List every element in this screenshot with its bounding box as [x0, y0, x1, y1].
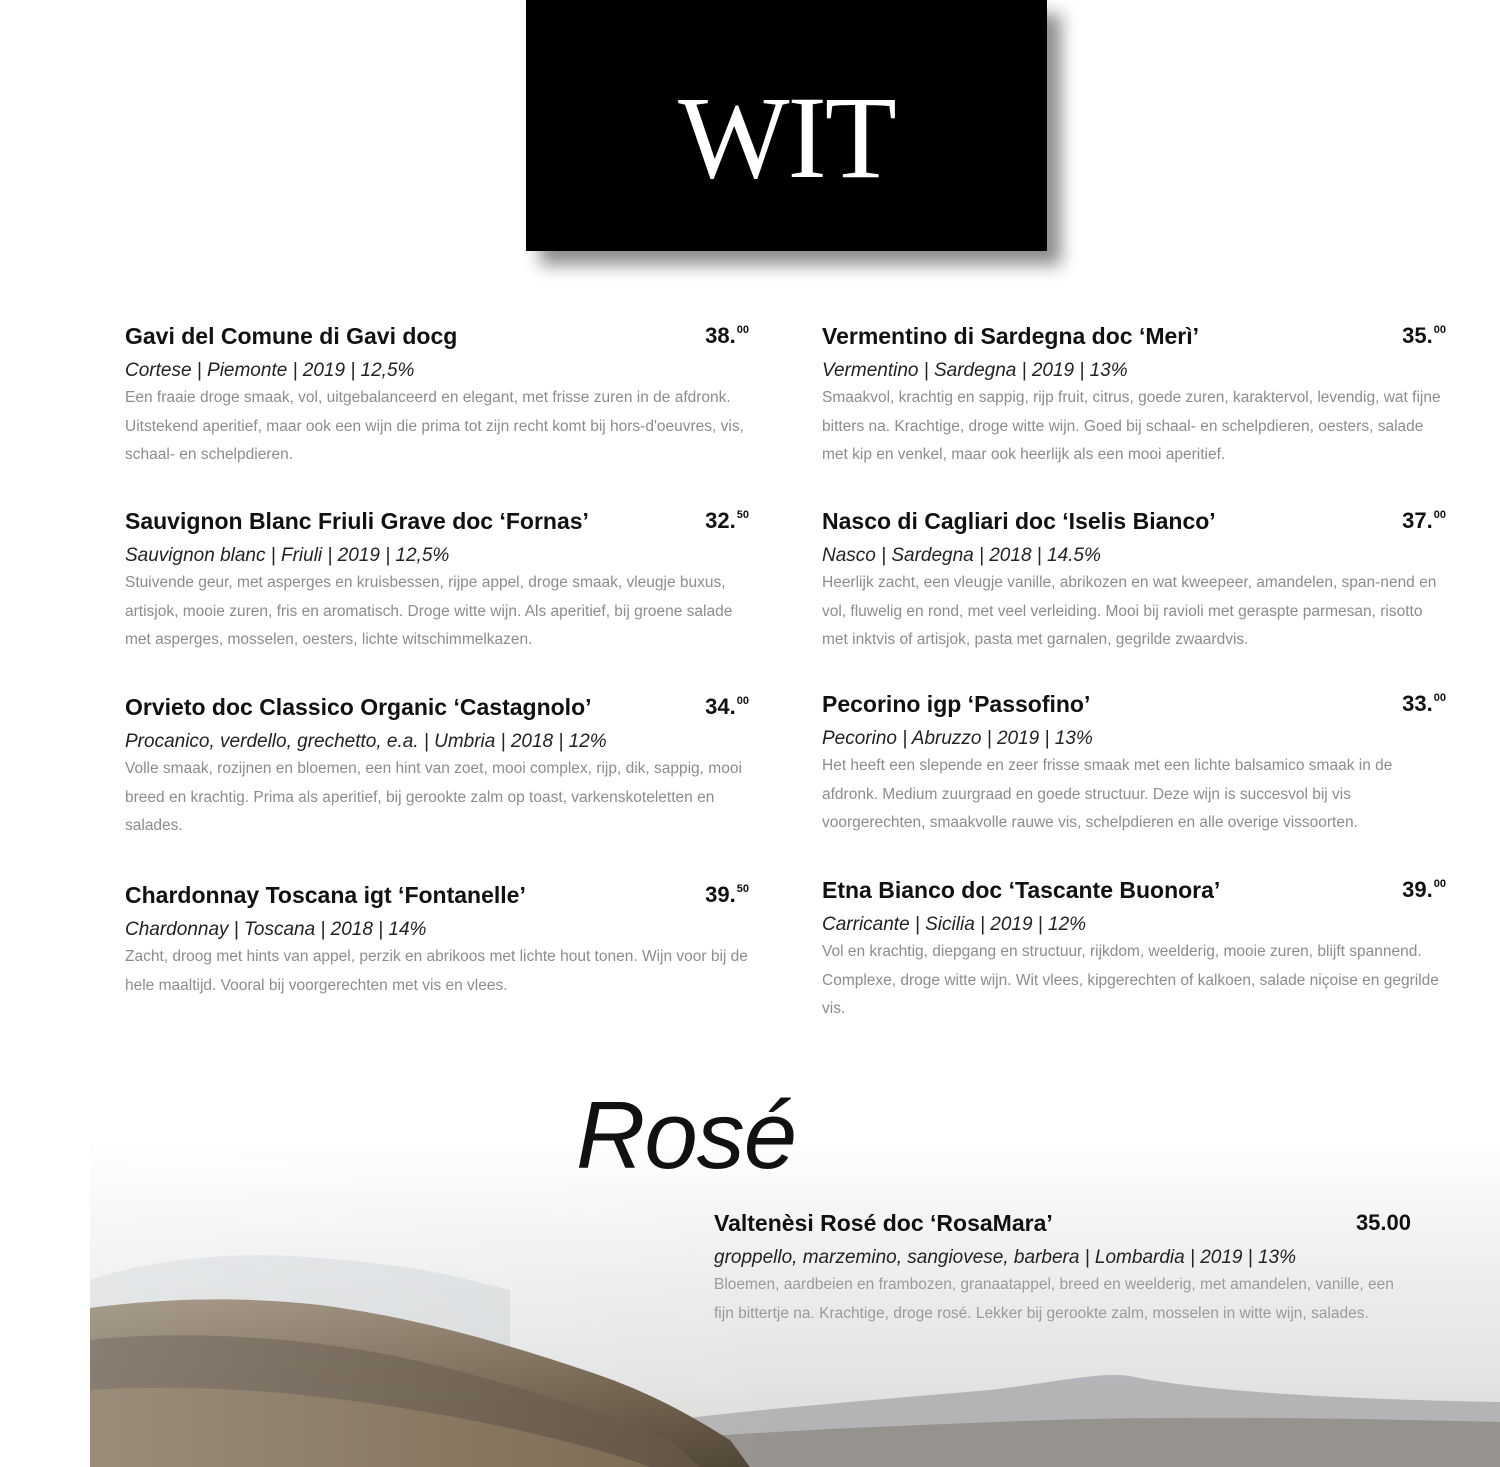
wine-item [125, 508, 749, 655]
rose-section-title: Rosé [576, 1082, 797, 1189]
section-title-box [526, 0, 1047, 251]
wine-details: groppello, marzemino, sangiovese, barbera | Lombardia | 2019 | 13% [714, 1247, 1296, 1268]
wine-details: Pecorino | Abruzzo | 2019 | 13% [822, 728, 1093, 749]
wine-name: Vermentino di Sardegna doc ‘Merì’ [822, 323, 1200, 349]
wine-item [125, 323, 749, 470]
wine-description: Bloemen, aardbeien en frambozen, granaatappel, breed en weelderig, met amandelen, vanille, een fijn bittertje na. Krachtige, droge rosé. Lekker bij gerookte zalm, mosselen in witte wijn, salades. [714, 1276, 1394, 1322]
wine-name: Pecorino igp ‘Passofino’ [822, 691, 1091, 717]
wine-name: Etna Bianco doc ‘Tascante Buonora’ [822, 877, 1221, 903]
wine-details: Vermentino | Sardegna | 2019 | 13% [822, 360, 1128, 381]
wine-price: 35.00 [1402, 323, 1446, 348]
wine-name: Valtenèsi Rosé doc ‘RosaMara’ [714, 1210, 1053, 1236]
wine-details: Procanico, verdello, grechetto, e.a. | Umbria | 2018 | 12% [125, 731, 607, 752]
wine-item [822, 691, 1446, 838]
wine-item [125, 882, 749, 1000]
wine-description: Een fraaie droge smaak, vol, uitgebalanceerd en elegant, met frisse zuren in de afdronk. Uitstekend aperitief, maar ook een wijn die prima tot zijn recht komt bij hors-d'oeuvres, vis, schaal- en schelpdieren. [125, 389, 744, 463]
wine-price: 33.00 [1402, 691, 1446, 716]
wine-description: Stuivende geur, met asperges en kruisbessen, rijpe appel, droge smaak, vleugje buxus, artisjok, mooie zuren, fris en aromatisch. Droge witte wijn. Als aperitief, bij groene salade met asperges, mosselen, oesters, lichte witschimmelkazen. [125, 574, 733, 648]
wine-price: 32.50 [705, 508, 749, 533]
wine-price: 35.00 [1355, 1210, 1411, 1235]
wine-details: Cortese | Piemonte | 2019 | 12,5% [125, 360, 415, 381]
wine-details: Sauvignon blanc | Friuli | 2019 | 12,5% [125, 545, 450, 566]
wine-item [125, 694, 749, 841]
wine-description: Heerlijk zacht, een vleugje vanille, abrikozen en wat kweepeer, amandelen, span-nend en vol, fluwelig en rond, met veel verleiding. Mooi bij ravioli met geraspte parmesan, risotto met inktvis of artisjok, pasta met garnalen, gegrilde zwaardvis. [822, 574, 1437, 648]
wine-details: Nasco | Sardegna | 2018 | 14.5% [822, 545, 1101, 566]
wine-name: Gavi del Comune di Gavi docg [125, 323, 458, 349]
wine-price: 39.00 [1402, 877, 1446, 902]
wine-price: 37.00 [1402, 508, 1446, 533]
wine-name: Sauvignon Blanc Friuli Grave doc ‘Fornas’ [125, 508, 589, 534]
section-title-wit: WIT [678, 71, 895, 203]
wine-name: Chardonnay Toscana igt ‘Fontanelle’ [125, 882, 526, 908]
wine-item [822, 877, 1446, 1024]
wine-description: Smaakvol, krachtig en sappig, rijp fruit, citrus, goede zuren, karaktervol, levendig, wat fijne bitters na. Krachtige, droge witte wijn. Goed bij schaal- en schelpdieren, oesters, salade met kip en venkel, maar ook heerlijk als een mooi aperitief. [822, 389, 1441, 463]
wine-description: Volle smaak, rozijnen en bloemen, een hint van zoet, mooi complex, rijp, dik, sappig, mooi breed en krachtig. Prima als aperitief, bij gerookte zalm op toast, varkenskoteletten en salades. [125, 760, 742, 834]
wine-price: 34.00 [705, 694, 749, 719]
wine-details: Chardonnay | Toscana | 2018 | 14% [125, 919, 427, 940]
wine-name: Orvieto doc Classico Organic ‘Castagnolo’ [125, 694, 592, 720]
wine-description: Zacht, droog met hints van appel, perzik en abrikoos met lichte hout tonen. Wijn voor bij de hele maaltijd. Vooral bij voorgerechten met vis en vlees. [125, 948, 748, 994]
wine-item [822, 508, 1446, 655]
wine-description: Vol en krachtig, diepgang en structuur, rijkdom, weelderig, mooie zuren, blijft spannend. Complexe, droge witte wijn. Wit vlees, kipgerechten of kalkoen, salade niçoise en gegrilde vis. [822, 943, 1439, 1017]
wine-price: 39.50 [705, 882, 749, 907]
wine-name: Nasco di Cagliari doc ‘Iselis Bianco’ [822, 508, 1216, 534]
wine-item [822, 323, 1446, 470]
wine-details: Carricante | Sicilia | 2019 | 12% [822, 914, 1087, 935]
wine-description: Het heeft een slepende en zeer frisse smaak met een lichte balsamico smaak in de afdronk. Medium zuurgraad en goede structuur. Deze wijn is succesvol bij vis voorgerechten, smaakvolle rauwe vis, schelpdieren en alle overige vissoorten. [822, 757, 1393, 831]
rose-wine-item [714, 1210, 1411, 1328]
wine-price: 38.00 [705, 323, 749, 348]
